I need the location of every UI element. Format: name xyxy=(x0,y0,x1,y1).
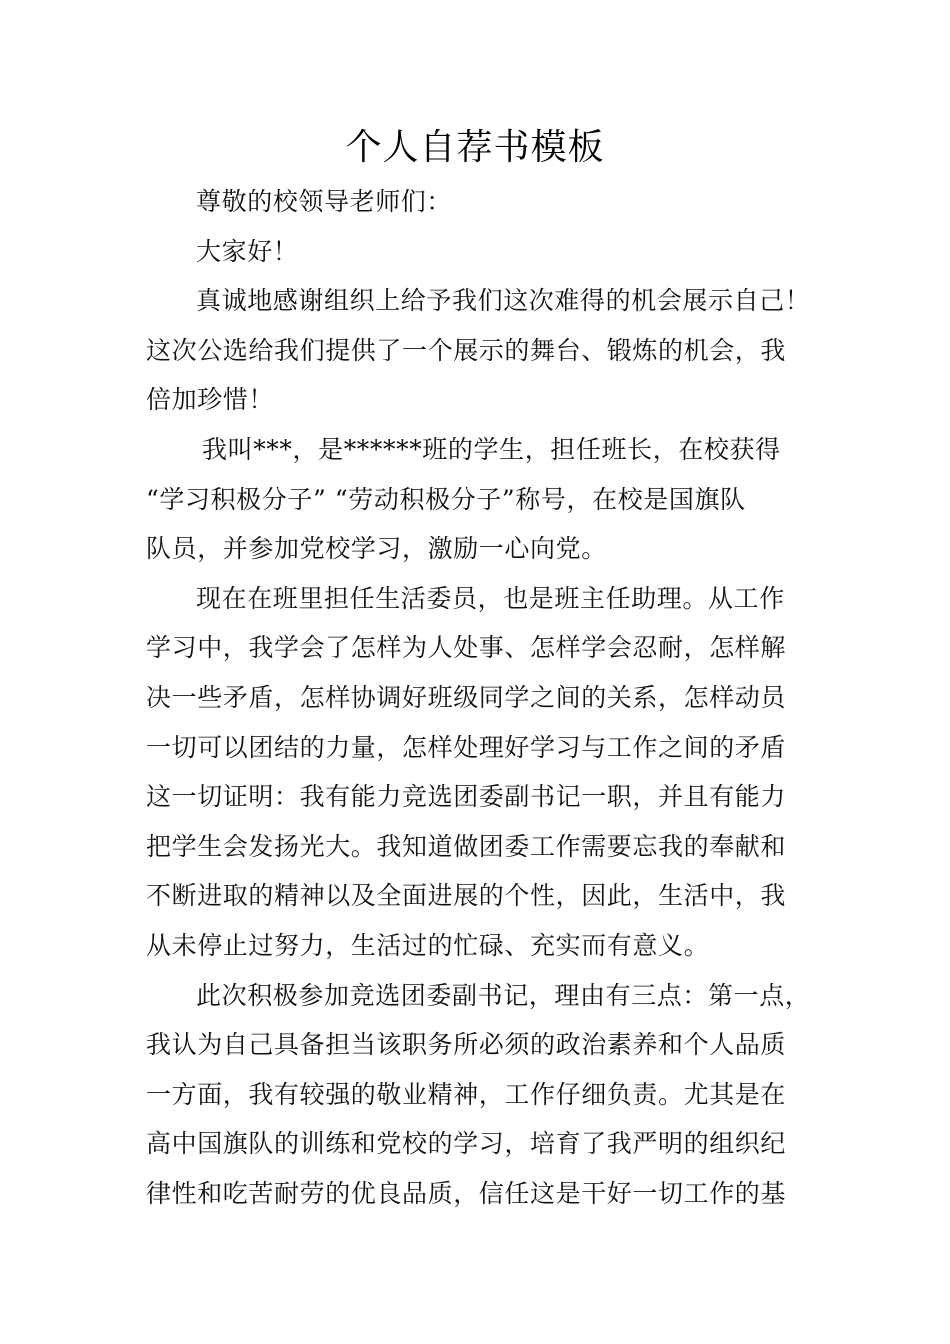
paragraph-line: “学习积极分子” “劳动积极分子”称号，在校是国旗队 xyxy=(146,484,746,514)
paragraph-line: 我认为自己具备担当该职务所必须的政治素养和个人品质 xyxy=(146,1030,787,1060)
paragraph-line: 倍加珍惜！ xyxy=(146,385,275,415)
paragraph-line: 律性和吃苦耐劳的优良品质，信任这是干好一切工作的基 xyxy=(146,1178,787,1208)
paragraph-line: 一切可以团结的力量，怎样处理好学习与工作之间的矛盾 xyxy=(146,732,787,762)
paragraph-line: 从未停止过努力，生活过的忙碌、充实而有意义。 xyxy=(146,930,710,960)
greeting-line: 大家好！ xyxy=(196,236,299,266)
paragraph-line: 现在在班里担任生活委员，也是班主任助理。从工作 xyxy=(196,583,785,613)
paragraph-line: 这一切证明：我有能力竞选团委副书记一职，并且有能力 xyxy=(146,782,787,812)
document-title: 个人自荐书模板 xyxy=(345,127,605,168)
paragraph-line: 队员，并参加党校学习，激励一心向党。 xyxy=(146,534,607,564)
paragraph-line: 学习中，我学会了怎样为人处事、怎样学会忍耐，怎样解 xyxy=(146,633,787,663)
paragraph-line: 决一些矛盾，怎样协调好班级同学之间的关系，怎样动员 xyxy=(146,682,787,712)
document-body xyxy=(146,177,836,1218)
paragraph-line: 这次公选给我们提供了一个展示的舞台、锻炼的机会，我 xyxy=(146,335,787,365)
paragraph-line: 真诚地感谢组织上给予我们这次难得的机会展示自己！ xyxy=(196,286,811,316)
paragraph-line: 此次积极参加竞选团委副书记，理由有三点：第一点， xyxy=(196,980,811,1010)
paragraph-line: 把学生会发扬光大。我知道做团委工作需要忘我的奉献和 xyxy=(146,831,787,861)
salutation-line: 尊敬的校领导老师们： xyxy=(196,187,453,216)
paragraph-line: 一方面，我有较强的敬业精神，工作仔细负责。尤其是在 xyxy=(146,1079,787,1109)
paragraph-line: 我叫***，是******班的学生，担任班长，在校获得 xyxy=(202,434,781,464)
paragraph-line: 高中国旗队的训练和党校的学习，培育了我严明的组织纪 xyxy=(146,1129,787,1159)
paragraph-line: 不断进取的精神以及全面进展的个性，因此，生活中，我 xyxy=(146,881,787,911)
